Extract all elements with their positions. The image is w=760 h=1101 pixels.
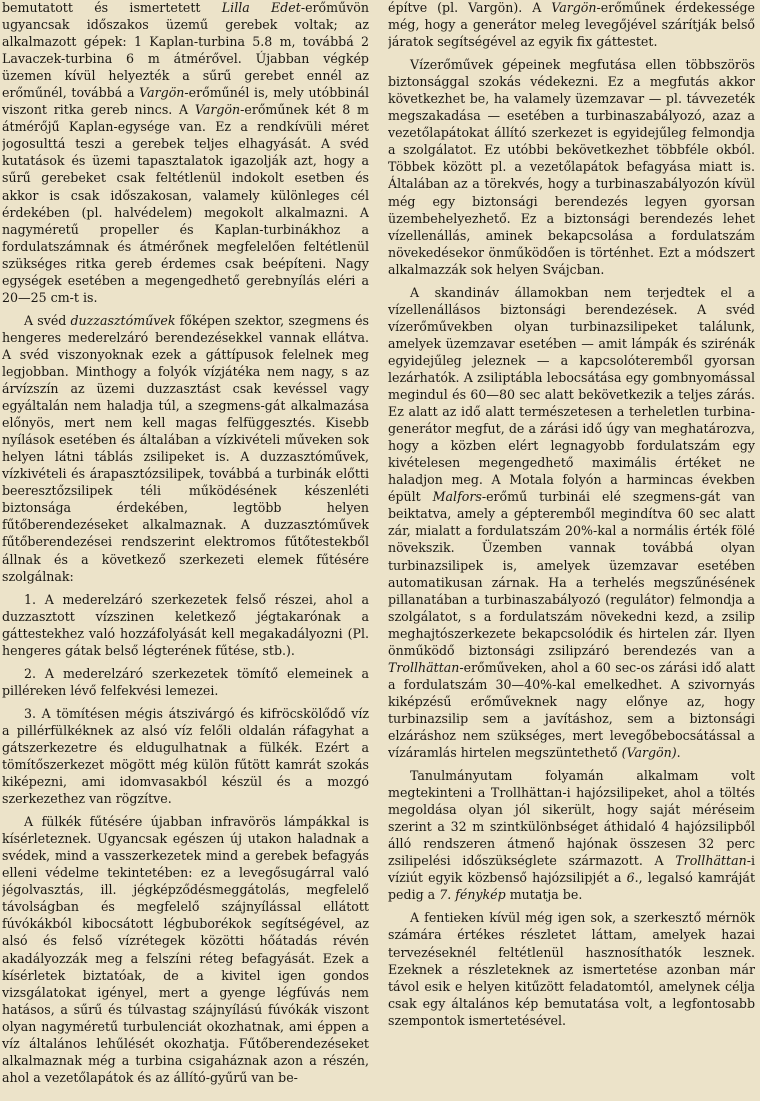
paragraph: bemutatott és ismertetett Lilla Edet-erőművön ugyancsak időszakos üzemű gerebek voltak; az alkalmazott gépek: 1 Kaplan-turbina 5.8 m, továbbá 2 Lavaczek-turbina 6 m átmérővel. Újabban végkép üzemen kívül helyezték a sűrű gerebet ennél az erőműnél, továbbá a Vargön-erőműnél is, mely utóbbinál viszont ritka gereb nincs. A Vargön-erőműnek két 8 m átmérőjű Kaplan-egysége van. Ez a rendkívüli méret jogosulttá teszi a gerebek teljes elhagyását. A svéd kutatások és üzemi tapasztalatok igazolják azt, hogy a sűrű gerebeket csak feltétlenül indokolt esetben és akkor is csak időszakosan, valamely különleges cél érdekében (pl. halvédelem) megokolt alkalmazni. A nagyméretű propeller és Kaplan-turbinákhoz a fordulatszámnak és átmérőnek megfelelően feltétlenül szükséges ritka gereb érdemes csak beépíteni. Nagy egységek esetében a megengedhető gerebnyílás eléri a 20—25 cm-t is. [2, 0, 369, 305]
list-paragraph: 2. A mederelzáró szerkezetek tömítő elemeinek a pilléreken lévő felfekvési lemezei. [2, 665, 369, 698]
list-paragraph: 1. A mederelzáró szerkezetek felső részei, ahol a duzzasztott vízszinen keletkező jégtakarónak a gáttestekhez való hozzáfolyását kell megakadályozni (Pl. hengeres gátak belső légterének fűtése, stb.). [2, 591, 369, 658]
paragraph: Vízerőművek gépeinek megfutása ellen többszörös biztonsággal szokás védekezni. Ez a megfutás akkor következhet be, ha valamely üzemzavar — pl. távvezeték megszakadása — esetében a turbinaszabályozó, azaz a vezetőlapátokat állító szerkezet is egyidejűleg felmondja a szolgálatot. Ez utóbbi bekövetkezhet többféle okból. Többek között pl. a vezetőlapátok befagyása miatt is. Általában az a törekvés, hogy a turbinaszabályozón kívül még egy biztonsági berendezés legyen gyorsan üzembehelyezhető. Ez a biztonsági berendezés lehet vízellenállás, aminek bekapcsolása a fordulatszám növekedésekor önműködően is történhet. Ezt a módszert alkalmazzák sok helyen Svájcban. [388, 57, 755, 277]
right-text-column [388, 0, 755, 1101]
paragraph: Tanulmányutam folyamán alkalmam volt megtekinteni a Trollhättan-i hajózsilipeket, ahol a töltés megoldása olyan jól sikerült, hogy saját méréseim szerint a 32 m szintkülönbséget áthidaló 4 hajózsilipből álló rendszeren átmenő hajónak összesen 32 perc zsilipelési időszükséglete származott. A Trollhättan-i víziút egyik közbenső hajózsilipjét a 6., legalsó kamráját pedig a 7. fénykép mutatja be. [388, 768, 755, 903]
paragraph: A fülkék fűtésére újabban infravörös lámpákkal is kísérleteznek. Ugyancsak egészen új utakon haladnak a svédek, mind a vasszerkezetek mind a gerebek befagyás elleni védelme tekintetében: ez a levegősugárral való jégolvasztás, ill. jégképződésmeggátolás, megfelelő távolságban és megfelelő szájnyílással ellátott fúvókákból kibocsátott légbuborékok segítségével, az alsó és felső vízrétegek közötti hőátadás révén akadályozzák meg a felszíni réteg befagyását. Ezek a kísérletek biztatóak, de a kivitel igen gondos vizsgálatokat igényel, mert a gyenge légfúvás nem hatásos, a sűrű és túlvastag szájnyílású fúvókák viszont olyan nagyméretű turbulenciát okozhatnak, ami éppen a víz általános lehűlését okozhatja. Fűtőberendezéseket alkalmaznak még a turbina csigaháznak azon a részén, ahol a vezetőlapátok és az állító-gyűrű van be- [2, 814, 369, 1085]
paragraph: építve (pl. Vargön). A Vargön-erőműnek érdekessége még, hogy a generátor meleg levegőjével szárítják belső járatok segítségével az egyik fix gáttestet. [388, 0, 755, 50]
list-paragraph: 3. A tömítésen mégis átszivárgó és kifröcskölődő víz a pillérfülkéknek az alsó víz felőli oldalán ráfagyhat a gátszerkezetre és eldugulhatnak a fülkék. Ezért a tömítőszerkezet mögött még külön fűtött kamrát szokás kiképezni, ami idomvasakból készül és a mozgó szerkezethez van rögzítve. [2, 705, 369, 807]
paragraph: A svéd duzzasztóművek főképen szektor, szegmens és hengeres mederelzáró berendezésekkel vannak ellátva. A svéd viszonyoknak ezek a gáttípusok felelnek meg legjobban. Minthogy a folyók vízjátéka nem nagy, s az árvízszín az üzemi duzzasztást csak kevéssel vagy egyáltalán nem haladja túl, a szegmens-gát alkalmazása előnyös, mert nem kell magas felfüggesztés. Kisebb nyílások esetében és általában a vízkivételi műveken sok helyen látni táblás zsilipeket is. A duzzasztóművek, vízkivételi és árapasztózsilipek, továbbá a turbinák előtti beeresztőzsilipek téli működésének készenléti biztonsága érdekében, legtöbb helyen fűtőberendezéseket alkalmaznak. A duzzasztóművek fűtőberendezései rendszerint elektromos fűtőtestekből állnak és a következő szerkezeti elemek fűtésére szolgálnak: [2, 312, 369, 584]
paragraph: A skandináv államokban nem terjedtek el a vízellenállásos biztonsági berendezések. A svéd vízerőművekben olyan turbinazsilipeket találunk, amelyek üzemzavar esetében — amit lámpák és szirénák egyidejűleg jeleznek — a kapcsolóteremből gyorsan lezárhatók. A zsiliptábla lebocsátása egy gombnyomással megindul és 60—80 sec alatt bekövetkezik a teljes zárás. Ez alatt az idő alatt természetesen a terheletlen turbina-generátor megfut, de a zárási idő úgy van meghatározva, hogy a közben elért legnagyobb fordulatszám egy kivételesen megengedhető maximális értéket ne haladjon meg. A Motala folyón a harmincas években épült Malfors-erőmű turbinái elé szegmens-gát van beiktatva, amely a gépteremből megindítva 60 sec alatt zár, mialatt a fordulatszám 20%-kal a normális érték fölé növekszik. Üzemben vannak továbbá olyan turbinazsilipek is, amelyek üzemzavar esetében automatikusan zárnak. Ha a terhelés megszűnésének pillanatában a turbinaszabályozó (regulátor) felmondja a szolgálatot, s a fordulatszám növekedni kezd, a zsilip meghajtószerkezete bekapcsolódik és hirtelen zár. Ilyen önműködő biztonsági zsilipzáró berendezés van a Trollhättan-erőműveken, ahol a 60 sec-os zárási idő alatt a fordulatszám 30—40%-kal emelkedhet. A szivornyás kiképzésű erőműveknek nagy előnye az, hogy turbinazsilip sem a javításhoz, sem a biztonsági elzáráshoz nem szükséges, mert levegőbebocsátással a vízáramlás hirtelen megszüntethető (Vargön). [388, 284, 755, 761]
left-text-column [2, 0, 369, 1101]
paragraph: A fentieken kívül még igen sok, a szerkesztő mérnök számára értékes részletet láttam, amelyek hazai tervezéseknél feltétlenül hasznosíthatók lesznek. Ezeknek a részleteknek az ismertetése azonban már távol esik e helyen kitűzött feladatomtól, amelynek célja csak egy általános kép bemutatása volt, a legfontosabb szempontok ismertetésével. [388, 910, 755, 1028]
